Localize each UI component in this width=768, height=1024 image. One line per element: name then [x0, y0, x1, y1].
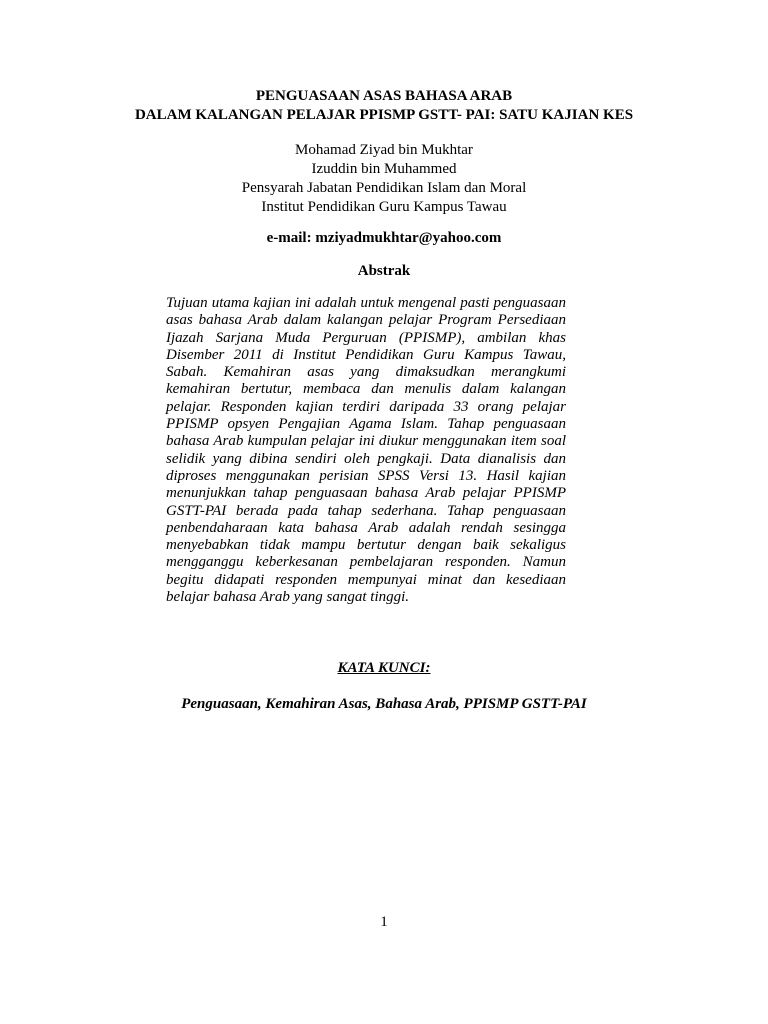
author-block [0, 141, 768, 217]
page-number: 1 [380, 914, 388, 930]
keywords-list: Penguasaan, Kemahiran Asas, Bahasa Arab, PPISMP GSTT-PAI [181, 696, 587, 712]
abstract-body: Tujuan utama kajian ini adalah untuk mengenal pasti penguasaan asas bahasa Arab dalam kalangan pelajar Program Persediaan Ijazah Sarjana Muda Perguruan (PPISMP), ambilan khas Disember 2011 di Institut Pendidikan Guru Kampus Tawau, Sabah. Kemahiran asas yang dimaksudkan merangkumi kemahiran bertutur, membaca dan menulis dalam kalangan pelajar. Responden kajian terdiri daripada 33 orang pelajar PPISMP opsyen Pengajian Agama Islam. Tahap penguasaan bahasa Arab kumpulan pelajar ini diukur menggunakan item soal selidik yang dibina sendiri oleh pengkaji. Data dianalisis dan diproses menggunakan perisian SPSS Versi 13. Hasil kajian menunjukkan tahap penguasaan bahasa Arab pelajar PPISMP GSTT-PAI berada pada tahap sederhana. Tahap penguasaan penbendaharaan kata bahasa Arab adalah rendah sesingga menyebabkan tidak mampu bertutur dengan baik sekaligus mengganggu keberkesanan pembelajaran responden. Namun begitu didapati responden mempunyai minat dan kesediaan belajar bahasa Arab yang sangat tinggi. [166, 295, 566, 606]
keywords-heading: KATA KUNCI: [337, 660, 431, 676]
affiliation-2: Institut Pendidikan Guru Kampus Tawau [261, 199, 507, 215]
paper-title [0, 87, 768, 125]
title-line-1: PENGUASAAN ASAS BAHASA ARAB [255, 88, 513, 104]
title-line-2: DALAM KALANGAN PELAJAR PPISMP GSTT- PAI: SATU KAJIAN KES [134, 107, 634, 123]
abstract-heading: Abstrak [357, 263, 411, 279]
author-1: Mohamad Ziyad bin Mukhtar [295, 142, 473, 158]
author-email: e-mail: mziyadmukhtar@yahoo.com [266, 230, 502, 246]
author-2: Izuddin bin Muhammed [311, 161, 457, 177]
affiliation-1: Pensyarah Jabatan Pendidikan Islam dan Moral [241, 180, 527, 196]
